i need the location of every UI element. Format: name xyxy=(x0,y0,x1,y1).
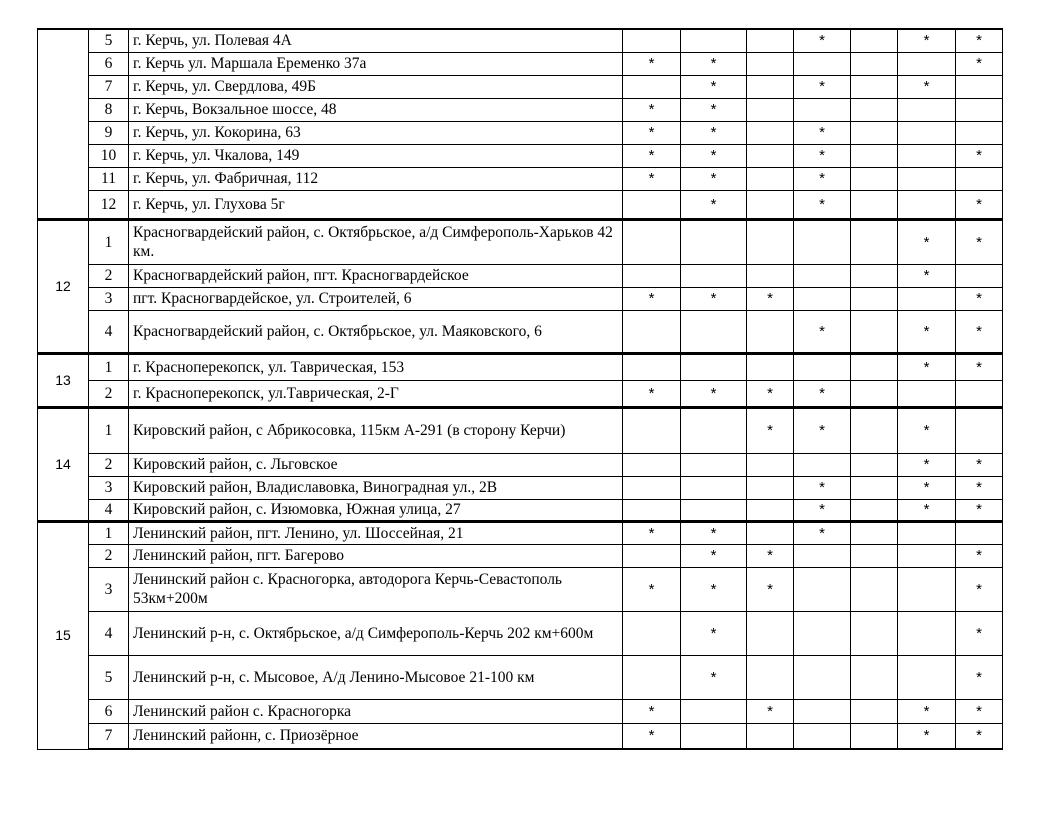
table-row xyxy=(38,98,1003,121)
mark-cell: * xyxy=(681,144,747,167)
mark-cell: * xyxy=(898,407,956,453)
mark-cell: * xyxy=(681,287,747,310)
address-cell: г. Красноперекопск, ул. Таврическая, 153 xyxy=(129,353,623,380)
mark-cell: * xyxy=(623,287,681,310)
mark-cell: * xyxy=(681,75,747,98)
mark-cell xyxy=(681,310,747,353)
mark-cell: * xyxy=(681,121,747,144)
mark-cell: * xyxy=(747,287,794,310)
mark-cell: * xyxy=(898,499,956,521)
table-row xyxy=(38,699,1003,723)
mark-cell xyxy=(851,264,898,287)
mark-cell xyxy=(898,287,956,310)
table-row xyxy=(38,167,1003,190)
row-number: 7 xyxy=(89,75,129,98)
mark-cell: * xyxy=(956,723,1003,749)
address-cell: Ленинский район с. Красногорка, автодорога Керчь-Севастополь 53км+200м xyxy=(129,567,623,611)
mark-cell: * xyxy=(898,353,956,380)
row-number: 5 xyxy=(89,29,129,52)
address-cell: г. Керчь, ул. Полевая 4А xyxy=(129,29,623,52)
mark-cell: * xyxy=(681,567,747,611)
mark-cell xyxy=(794,655,851,699)
mark-cell: * xyxy=(956,611,1003,655)
mark-cell: * xyxy=(623,121,681,144)
table-row xyxy=(38,310,1003,353)
mark-cell xyxy=(747,52,794,75)
mark-cell: * xyxy=(898,29,956,52)
row-number: 1 xyxy=(89,353,129,380)
mark-cell xyxy=(623,453,681,476)
mark-cell xyxy=(623,611,681,655)
mark-cell xyxy=(956,407,1003,453)
table-row xyxy=(38,219,1003,264)
mark-cell: * xyxy=(623,567,681,611)
mark-cell xyxy=(851,380,898,407)
mark-cell: * xyxy=(623,167,681,190)
table-body xyxy=(38,29,1003,749)
group-number: 13 xyxy=(38,353,89,407)
mark-cell xyxy=(747,264,794,287)
row-number: 3 xyxy=(89,476,129,499)
mark-cell xyxy=(851,353,898,380)
address-cell: Ленинский р-н, с. Октябрьское, а/д Симферополь-Керчь 202 км+600м xyxy=(129,611,623,655)
mark-cell: * xyxy=(956,453,1003,476)
mark-cell xyxy=(681,264,747,287)
mark-cell: * xyxy=(956,29,1003,52)
mark-cell xyxy=(794,453,851,476)
address-cell: Ленинский районн, с. Приозёрное xyxy=(129,723,623,749)
mark-cell: * xyxy=(747,407,794,453)
mark-cell: * xyxy=(956,699,1003,723)
mark-cell xyxy=(898,52,956,75)
mark-cell xyxy=(794,544,851,567)
mark-cell xyxy=(747,121,794,144)
address-cell: г. Керчь ул. Маршала Еременко 37а xyxy=(129,52,623,75)
mark-cell: * xyxy=(747,699,794,723)
mark-cell: * xyxy=(898,453,956,476)
mark-cell xyxy=(623,544,681,567)
mark-cell xyxy=(623,407,681,453)
mark-cell xyxy=(794,723,851,749)
row-number: 2 xyxy=(89,380,129,407)
mark-cell xyxy=(956,75,1003,98)
mark-cell: * xyxy=(623,699,681,723)
mark-cell: * xyxy=(898,723,956,749)
mark-cell xyxy=(623,219,681,264)
mark-cell: * xyxy=(956,310,1003,353)
mark-cell xyxy=(794,353,851,380)
mark-cell xyxy=(956,380,1003,407)
group-number: 15 xyxy=(38,521,89,749)
group-number: 12 xyxy=(38,219,89,353)
mark-cell: * xyxy=(747,380,794,407)
table-row xyxy=(38,476,1003,499)
address-cell: Ленинский район, пгт. Ленино, ул. Шоссейная, 21 xyxy=(129,521,623,544)
table-row xyxy=(38,144,1003,167)
mark-cell xyxy=(956,167,1003,190)
mark-cell: * xyxy=(747,544,794,567)
address-cell: Кировский район, Владиславовка, Виноградная ул., 2В xyxy=(129,476,623,499)
row-number: 4 xyxy=(89,611,129,655)
mark-cell xyxy=(851,287,898,310)
mark-cell xyxy=(681,699,747,723)
mark-cell: * xyxy=(681,98,747,121)
address-cell: пгт. Красногвардейское, ул. Строителей, 6 xyxy=(129,287,623,310)
mark-cell xyxy=(851,611,898,655)
mark-cell xyxy=(747,144,794,167)
row-number: 6 xyxy=(89,699,129,723)
mark-cell xyxy=(898,521,956,544)
mark-cell xyxy=(794,98,851,121)
mark-cell xyxy=(851,567,898,611)
mark-cell xyxy=(851,544,898,567)
mark-cell: * xyxy=(956,287,1003,310)
mark-cell: * xyxy=(956,353,1003,380)
mark-cell xyxy=(898,144,956,167)
mark-cell: * xyxy=(681,544,747,567)
table-row xyxy=(38,611,1003,655)
row-number: 11 xyxy=(89,167,129,190)
row-number: 2 xyxy=(89,264,129,287)
mark-cell xyxy=(623,264,681,287)
table-row xyxy=(38,52,1003,75)
mark-cell xyxy=(851,699,898,723)
row-number: 1 xyxy=(89,219,129,264)
mark-cell: * xyxy=(956,499,1003,521)
mark-cell xyxy=(747,723,794,749)
mark-cell xyxy=(851,219,898,264)
mark-cell xyxy=(681,476,747,499)
mark-cell xyxy=(747,167,794,190)
mark-cell xyxy=(898,611,956,655)
mark-cell: * xyxy=(794,190,851,219)
row-number: 7 xyxy=(89,723,129,749)
mark-cell xyxy=(681,499,747,521)
address-cell: Кировский район, с. Льговское xyxy=(129,453,623,476)
mark-cell: * xyxy=(623,723,681,749)
mark-cell xyxy=(747,190,794,219)
row-number: 2 xyxy=(89,453,129,476)
mark-cell: * xyxy=(956,190,1003,219)
address-table xyxy=(37,28,1003,750)
mark-cell: * xyxy=(794,380,851,407)
mark-cell xyxy=(747,98,794,121)
mark-cell xyxy=(851,29,898,52)
mark-cell xyxy=(747,499,794,521)
address-cell: Красногвардейский район, пгт. Красногвардейское xyxy=(129,264,623,287)
address-cell: Красногвардейский район, с. Октябрьское, а/д Симферополь-Харьков 42 км. xyxy=(129,219,623,264)
table-row xyxy=(38,353,1003,380)
mark-cell xyxy=(794,219,851,264)
mark-cell xyxy=(794,611,851,655)
mark-cell xyxy=(623,75,681,98)
mark-cell xyxy=(898,544,956,567)
mark-cell xyxy=(747,453,794,476)
table-row xyxy=(38,521,1003,544)
mark-cell xyxy=(851,723,898,749)
mark-cell: * xyxy=(681,655,747,699)
address-cell: г. Керчь, ул. Кокорина, 63 xyxy=(129,121,623,144)
table-row xyxy=(38,655,1003,699)
table-row xyxy=(38,567,1003,611)
mark-cell xyxy=(898,167,956,190)
mark-cell xyxy=(623,499,681,521)
mark-cell xyxy=(956,521,1003,544)
mark-cell xyxy=(623,190,681,219)
mark-cell xyxy=(851,521,898,544)
table-row xyxy=(38,544,1003,567)
mark-cell xyxy=(681,453,747,476)
mark-cell xyxy=(794,567,851,611)
table-row xyxy=(38,499,1003,521)
row-number: 5 xyxy=(89,655,129,699)
mark-cell xyxy=(623,476,681,499)
mark-cell: * xyxy=(898,264,956,287)
table-row xyxy=(38,453,1003,476)
mark-cell xyxy=(851,499,898,521)
mark-cell xyxy=(747,29,794,52)
mark-cell: * xyxy=(898,310,956,353)
address-cell: Красногвардейский район, с. Октябрьское, ул. Маяковского, 6 xyxy=(129,310,623,353)
group-number: 14 xyxy=(38,407,89,521)
mark-cell xyxy=(956,264,1003,287)
mark-cell xyxy=(747,655,794,699)
mark-cell xyxy=(851,167,898,190)
mark-cell xyxy=(898,98,956,121)
address-cell: Кировский район, с. Изюмовка, Южная улица, 27 xyxy=(129,499,623,521)
address-cell: Ленинский р-н, с. Мысовое, А/д Ленино-Мысовое 21-100 км xyxy=(129,655,623,699)
mark-cell xyxy=(851,144,898,167)
group-number xyxy=(38,29,89,219)
mark-cell: * xyxy=(794,29,851,52)
mark-cell xyxy=(681,219,747,264)
mark-cell: * xyxy=(794,121,851,144)
mark-cell xyxy=(898,567,956,611)
row-number: 1 xyxy=(89,521,129,544)
row-number: 3 xyxy=(89,287,129,310)
mark-cell xyxy=(794,52,851,75)
mark-cell xyxy=(747,353,794,380)
mark-cell xyxy=(898,655,956,699)
mark-cell xyxy=(747,611,794,655)
mark-cell: * xyxy=(794,521,851,544)
address-cell: Кировский район, с Абрикосовка, 115км А-291 (в сторону Керчи) xyxy=(129,407,623,453)
row-number: 1 xyxy=(89,407,129,453)
mark-cell xyxy=(851,310,898,353)
address-cell: Ленинский район, пгт. Багерово xyxy=(129,544,623,567)
mark-cell xyxy=(747,75,794,98)
table-row xyxy=(38,407,1003,453)
mark-cell xyxy=(747,219,794,264)
mark-cell: * xyxy=(794,144,851,167)
mark-cell: * xyxy=(956,144,1003,167)
mark-cell: * xyxy=(956,52,1003,75)
mark-cell xyxy=(623,655,681,699)
table-row xyxy=(38,29,1003,52)
mark-cell xyxy=(681,353,747,380)
mark-cell: * xyxy=(898,699,956,723)
mark-cell xyxy=(956,98,1003,121)
mark-cell: * xyxy=(681,611,747,655)
mark-cell: * xyxy=(956,567,1003,611)
mark-cell xyxy=(794,264,851,287)
table-row xyxy=(38,380,1003,407)
mark-cell: * xyxy=(747,567,794,611)
table-row xyxy=(38,121,1003,144)
mark-cell xyxy=(851,75,898,98)
mark-cell: * xyxy=(956,655,1003,699)
mark-cell xyxy=(851,655,898,699)
mark-cell: * xyxy=(794,407,851,453)
row-number: 9 xyxy=(89,121,129,144)
mark-cell xyxy=(794,287,851,310)
row-number: 10 xyxy=(89,144,129,167)
row-number: 8 xyxy=(89,98,129,121)
mark-cell xyxy=(851,407,898,453)
mark-cell: * xyxy=(681,190,747,219)
mark-cell xyxy=(898,121,956,144)
mark-cell: * xyxy=(681,521,747,544)
mark-cell: * xyxy=(794,75,851,98)
mark-cell xyxy=(956,121,1003,144)
address-cell: г. Керчь, ул. Глухова 5г xyxy=(129,190,623,219)
mark-cell xyxy=(898,380,956,407)
mark-cell: * xyxy=(623,380,681,407)
mark-cell: * xyxy=(681,167,747,190)
mark-cell: * xyxy=(956,219,1003,264)
table-row xyxy=(38,75,1003,98)
mark-cell: * xyxy=(898,219,956,264)
mark-cell: * xyxy=(623,521,681,544)
mark-cell xyxy=(747,476,794,499)
address-cell: г. Керчь, ул. Фабричная, 112 xyxy=(129,167,623,190)
mark-cell: * xyxy=(794,499,851,521)
table-row xyxy=(38,287,1003,310)
table-row xyxy=(38,190,1003,219)
row-number: 6 xyxy=(89,52,129,75)
row-number: 12 xyxy=(89,190,129,219)
row-number: 3 xyxy=(89,567,129,611)
mark-cell xyxy=(851,52,898,75)
address-cell: г. Керчь, Вокзальное шоссе, 48 xyxy=(129,98,623,121)
mark-cell xyxy=(623,310,681,353)
table-row xyxy=(38,264,1003,287)
address-cell: г. Керчь, ул. Свердлова, 49Б xyxy=(129,75,623,98)
mark-cell: * xyxy=(956,476,1003,499)
mark-cell: * xyxy=(898,476,956,499)
mark-cell xyxy=(794,699,851,723)
mark-cell xyxy=(681,29,747,52)
mark-cell: * xyxy=(794,310,851,353)
mark-cell: * xyxy=(681,380,747,407)
mark-cell: * xyxy=(794,167,851,190)
mark-cell xyxy=(851,476,898,499)
address-cell: г. Керчь, ул. Чкалова, 149 xyxy=(129,144,623,167)
mark-cell: * xyxy=(794,476,851,499)
row-number: 4 xyxy=(89,499,129,521)
mark-cell: * xyxy=(898,75,956,98)
row-number: 2 xyxy=(89,544,129,567)
address-cell: г. Красноперекопск, ул.Таврическая, 2-Г xyxy=(129,380,623,407)
mark-cell: * xyxy=(623,144,681,167)
row-number: 4 xyxy=(89,310,129,353)
table-row xyxy=(38,723,1003,749)
mark-cell xyxy=(681,723,747,749)
mark-cell xyxy=(623,29,681,52)
mark-cell xyxy=(851,121,898,144)
mark-cell xyxy=(623,353,681,380)
mark-cell xyxy=(851,453,898,476)
mark-cell: * xyxy=(623,98,681,121)
mark-cell xyxy=(681,407,747,453)
mark-cell: * xyxy=(623,52,681,75)
mark-cell: * xyxy=(681,52,747,75)
mark-cell xyxy=(851,98,898,121)
mark-cell xyxy=(747,521,794,544)
mark-cell xyxy=(747,310,794,353)
mark-cell xyxy=(898,190,956,219)
mark-cell xyxy=(851,190,898,219)
address-cell: Ленинский район с. Красногорка xyxy=(129,699,623,723)
mark-cell: * xyxy=(956,544,1003,567)
